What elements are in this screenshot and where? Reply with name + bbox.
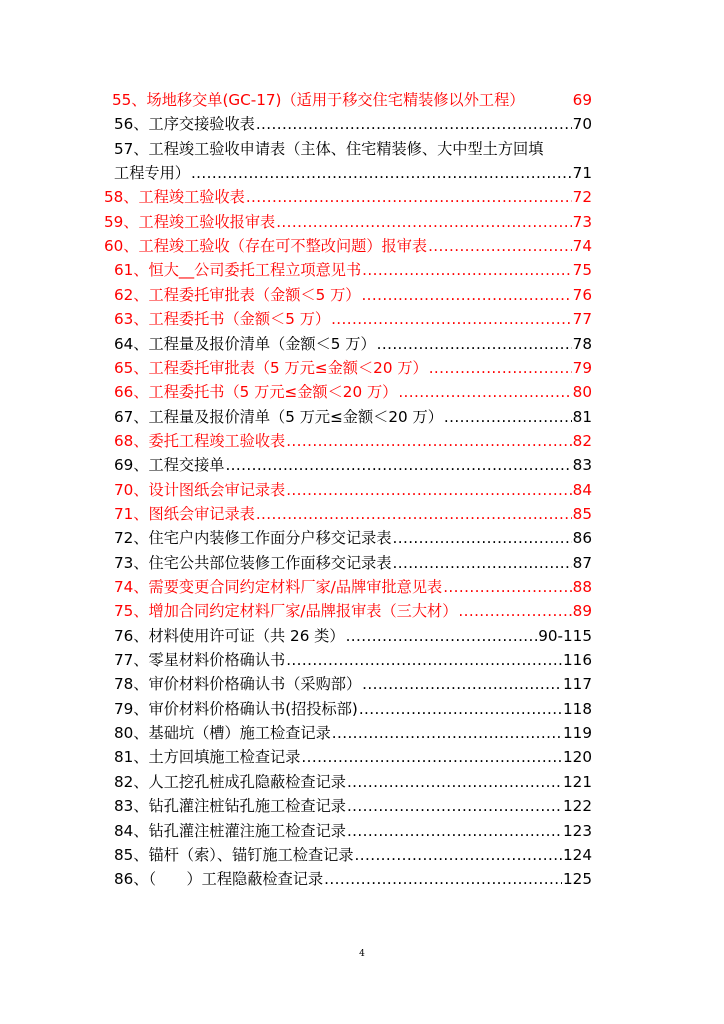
toc-entry[interactable] xyxy=(114,356,592,380)
toc-leader-dots xyxy=(428,234,572,258)
toc-leader-dots xyxy=(332,721,562,745)
toc-entry-title: 85、锚杆（索）、锚钉施工检查记录 xyxy=(114,845,354,864)
toc-leader-dots xyxy=(377,332,572,356)
toc-entry-page: 73 xyxy=(572,212,592,231)
toc-entry[interactable] xyxy=(114,819,592,843)
toc-entry-page: 86 xyxy=(572,529,592,548)
toc-entry[interactable] xyxy=(112,88,592,112)
toc-entry-title: 60、工程竣工验收（存在可不整改问题）报审表 xyxy=(104,237,428,256)
toc-leader-dots xyxy=(429,356,572,380)
toc-entry-title: 74、需要变更合同约定材料厂家/品牌审批意见表 xyxy=(114,578,443,596)
toc-entry[interactable] xyxy=(114,672,592,696)
toc-entry-page: 122 xyxy=(563,797,592,816)
toc-entry-title: 55、场地移交单(GC-17)（适用于移交住宅精装修以外工程） xyxy=(112,91,525,109)
toc-entry-title: 84、钻孔灌注桩灌注施工检查记录 xyxy=(114,821,346,840)
toc-entry-title: 62、工程委托审批表（金额＜5 万） xyxy=(114,285,361,304)
toc-entry-page: 119 xyxy=(563,724,592,743)
toc-entry[interactable] xyxy=(104,185,592,209)
toc-entry-page: 75 xyxy=(572,261,592,280)
toc-entry[interactable] xyxy=(114,526,592,550)
toc-entry-page: 82 xyxy=(572,431,592,450)
toc-leader-dots xyxy=(286,429,571,453)
toc-entry-page: 76 xyxy=(572,285,592,304)
toc-leader-dots xyxy=(393,526,572,550)
toc-leader-dots xyxy=(361,283,571,307)
toc-entry-title: 66、工程委托书（5 万元≤金额＜20 万） xyxy=(114,383,398,402)
toc-entry-page: 88 xyxy=(572,578,592,596)
toc-entry-title: 58、工程竣工验收表 xyxy=(104,188,245,207)
toc-leader-dots xyxy=(256,112,572,136)
toc-leader-dots xyxy=(359,697,562,721)
toc-entry[interactable] xyxy=(114,721,592,745)
toc-entry-title: 76、材料使用许可证（共 26 类） xyxy=(114,626,345,645)
toc-leader-dots xyxy=(191,161,572,185)
toc-leader-dots xyxy=(286,478,571,502)
toc-entry[interactable] xyxy=(104,234,592,258)
toc-entry-page: 123 xyxy=(563,821,592,840)
toc-entry-page: 124 xyxy=(563,845,592,864)
toc-entry-title: 86、（ ）工程隐蔽检查记录 xyxy=(114,870,324,889)
toc-entry[interactable] xyxy=(114,575,592,599)
toc-leader-dots xyxy=(276,210,571,234)
toc-entry-title: 78、审价材料价格确认书（采购部） xyxy=(114,675,362,694)
toc-leader-dots xyxy=(331,307,572,331)
toc-leader-dots xyxy=(393,551,572,575)
toc-leader-dots xyxy=(362,672,562,696)
toc-entry-page: 77 xyxy=(572,310,592,329)
toc-entry[interactable] xyxy=(114,794,592,818)
toc-entry[interactable] xyxy=(114,770,592,794)
toc-entry-page: 118 xyxy=(563,699,592,718)
toc-entry[interactable] xyxy=(114,405,592,429)
toc-entry-page: 84 xyxy=(572,480,592,499)
toc-entry-title: 68、委托工程竣工验收表 xyxy=(114,431,286,450)
toc-entry[interactable] xyxy=(114,624,592,648)
toc-leader-dots xyxy=(301,745,562,769)
toc-leader-dots xyxy=(346,624,538,648)
toc-entry[interactable] xyxy=(114,478,592,502)
toc-entry-title: 70、设计图纸会审记录表 xyxy=(114,480,286,499)
toc-leader-dots xyxy=(458,599,571,623)
toc-entry-title: 61、恒大__公司委托工程立项意见书 xyxy=(114,261,362,280)
toc-leader-dots xyxy=(347,819,562,843)
toc-entry-title: 81、土方回填施工检查记录 xyxy=(114,748,301,767)
toc-entry[interactable] xyxy=(114,551,592,575)
toc-entry[interactable] xyxy=(114,161,592,185)
toc-entry-title: 83、钻孔灌注桩钻孔施工检查记录 xyxy=(114,797,346,816)
toc-entry[interactable] xyxy=(104,210,592,234)
toc-entry-title: 65、工程委托审批表（5 万元≤金额＜20 万） xyxy=(114,358,428,377)
toc-entry-page: 74 xyxy=(572,237,592,256)
toc-leader-dots xyxy=(398,380,571,404)
toc-entry[interactable] xyxy=(114,843,592,867)
toc-entry-title: 57、工程竣工验收申请表（主体、住宅精装修、大中型土方回填 xyxy=(114,139,544,158)
toc-entry-title: 80、基础坑（槽）施工检查记录 xyxy=(114,724,331,743)
toc-leader-dots xyxy=(347,794,562,818)
toc-entry[interactable] xyxy=(114,112,592,136)
toc-entry-title: 56、工序交接验收表 xyxy=(114,115,255,134)
toc-entry-page: 83 xyxy=(572,456,592,475)
toc-entry[interactable] xyxy=(114,867,592,891)
toc-leader-dots xyxy=(362,258,572,282)
toc-leader-dots xyxy=(246,185,572,209)
toc-entry[interactable] xyxy=(114,332,592,356)
toc-entry-title: 69、工程交接单 xyxy=(114,456,225,475)
toc-entry-page: 78 xyxy=(572,334,592,353)
page-number: 4 xyxy=(359,949,365,959)
toc-entry-page: 90-115 xyxy=(538,626,592,645)
toc-leader-dots xyxy=(256,502,572,526)
toc-entry-title: 72、住宅户内装修工作面分户移交记录表 xyxy=(114,529,392,548)
toc-entry[interactable] xyxy=(114,697,592,721)
toc-entry-page: 116 xyxy=(563,651,592,670)
toc-entry-page: 71 xyxy=(572,164,592,183)
toc-entry-title: 75、增加合同约定材料厂家/品牌报审表（三大材） xyxy=(114,602,458,621)
toc-entry[interactable] xyxy=(114,648,592,672)
toc-leader-dots xyxy=(286,648,562,672)
toc-entry[interactable] xyxy=(114,599,592,623)
toc-leader-dots xyxy=(355,843,562,867)
toc-entry-page: 79 xyxy=(572,358,592,377)
toc-entry[interactable] xyxy=(114,258,592,282)
toc-leader-dots xyxy=(443,575,571,599)
toc-entry-title: 71、图纸会审记录表 xyxy=(114,504,255,523)
toc-leader-dots xyxy=(324,867,562,891)
toc-entry-title: 59、工程竣工验收报审表 xyxy=(104,212,276,231)
toc-entry-title: 64、工程量及报价清单（金额＜5 万） xyxy=(114,334,376,353)
toc-entry-title: 67、工程量及报价清单（5 万元≤金额＜20 万） xyxy=(114,407,443,426)
toc-entry[interactable] xyxy=(114,502,592,526)
toc-entry-page: 81 xyxy=(572,407,592,426)
toc-leader-dots xyxy=(347,770,562,794)
toc-entry-page: 125 xyxy=(563,870,592,889)
toc-leader-dots xyxy=(225,453,571,477)
toc-entry-page: 72 xyxy=(572,188,592,207)
toc-entry-title: 73、住宅公共部位装修工作面移交记录表 xyxy=(114,553,392,572)
toc-leader-dots xyxy=(444,405,572,429)
toc-entry-page: 120 xyxy=(563,748,592,767)
toc-entry-title: 63、工程委托书（金额＜5 万） xyxy=(114,310,331,329)
toc-entry-page: 121 xyxy=(563,772,592,791)
toc-entry-page: 69 xyxy=(572,91,592,109)
toc-entry[interactable] xyxy=(114,307,592,331)
toc-entry-page: 89 xyxy=(572,602,592,621)
toc-entry[interactable] xyxy=(114,429,592,453)
toc-entry[interactable] xyxy=(114,380,592,404)
toc-entry-page: 80 xyxy=(572,383,592,402)
toc-entry[interactable] xyxy=(114,453,592,477)
toc-entry[interactable] xyxy=(114,137,592,161)
toc-entry-title: 79、审价材料价格确认书(招投标部) xyxy=(114,699,358,718)
toc-entry-page: 117 xyxy=(563,675,592,694)
toc-entry-page: 70 xyxy=(572,115,592,134)
toc-entry-page: 85 xyxy=(572,504,592,523)
toc-entry-title: 77、零星材料价格确认书 xyxy=(114,651,286,670)
toc-entry-title: 82、人工挖孔桩成孔隐蔽检查记录 xyxy=(114,772,346,791)
toc-entry[interactable] xyxy=(114,283,592,307)
toc-entry-page: 87 xyxy=(572,553,592,572)
toc-entry[interactable] xyxy=(114,745,592,769)
toc-entry-title: 工程专用） xyxy=(114,164,190,183)
